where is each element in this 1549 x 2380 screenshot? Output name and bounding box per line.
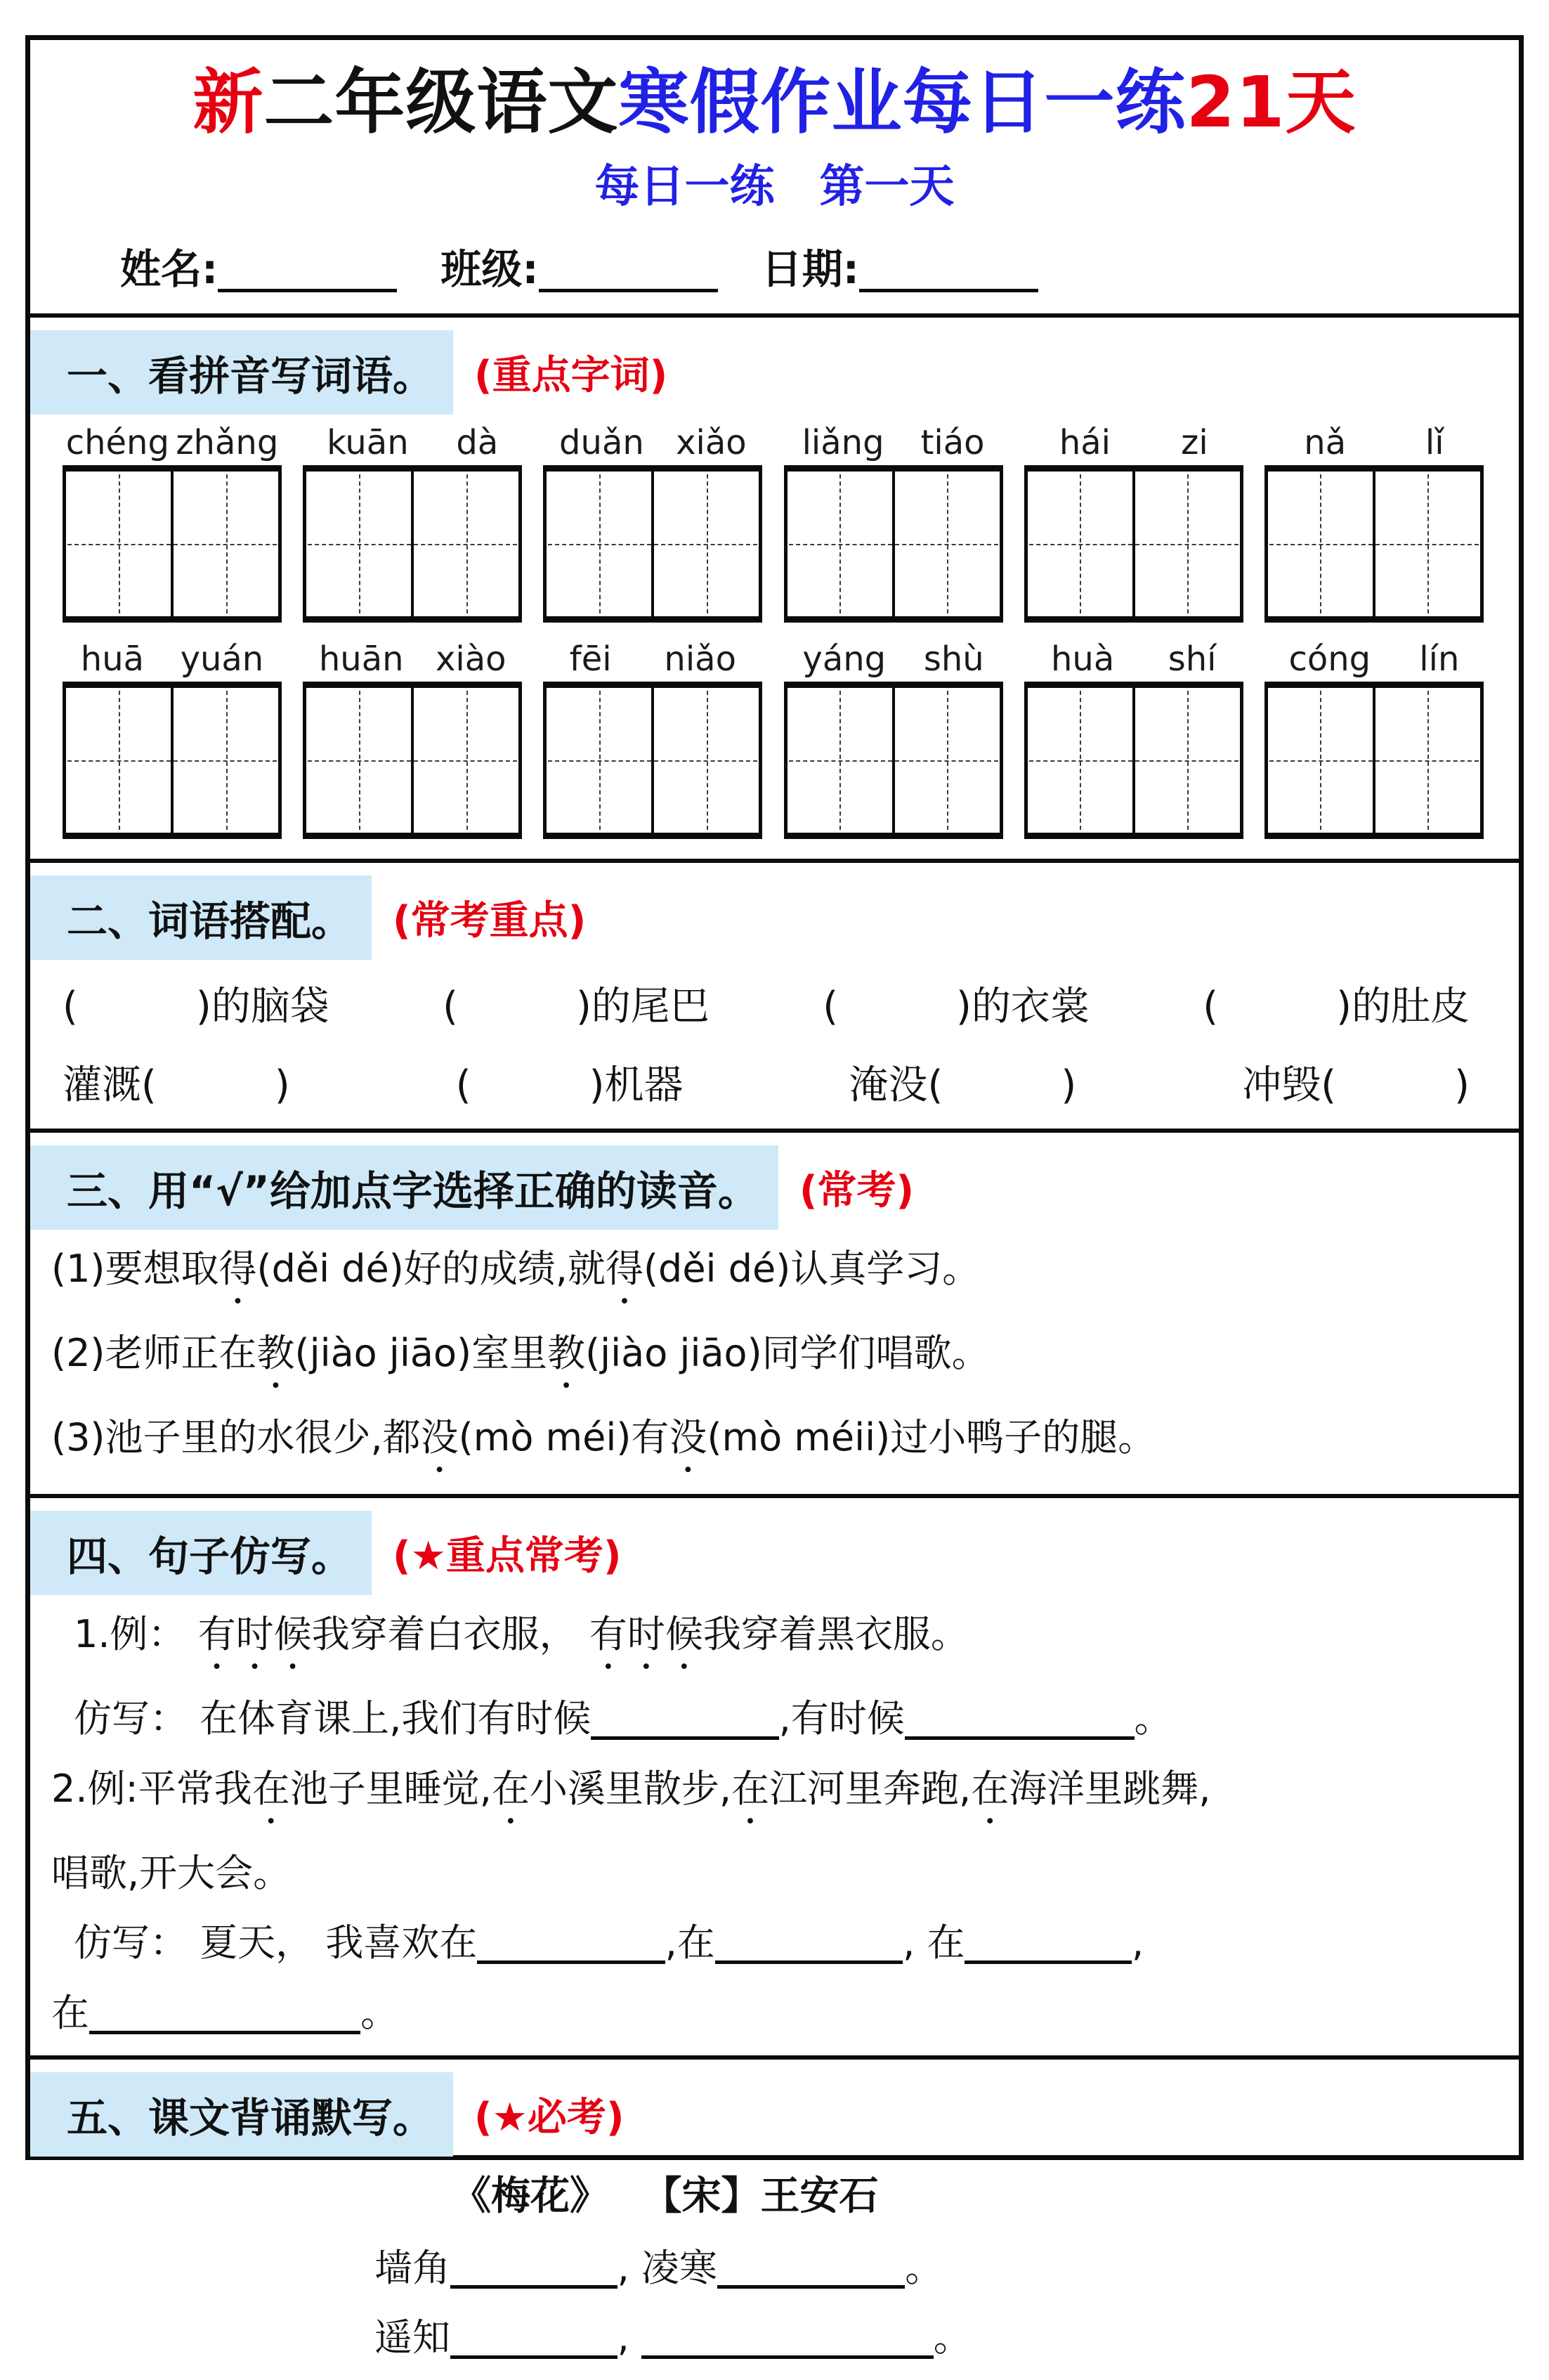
pinyin-syllable: cóng xyxy=(1288,639,1371,679)
name-label: 姓名: xyxy=(120,245,218,293)
tianzige-cell xyxy=(306,688,414,833)
exercise-line: (1)要想取得(děi dé)好的成绩,就得(děi dé)认真学习。 xyxy=(51,1247,981,1291)
word-matching-item: ( )的肚皮 xyxy=(1203,984,1470,1029)
pinyin-word xyxy=(303,423,522,462)
tianzige-cell xyxy=(654,472,759,616)
class-blank xyxy=(539,245,718,293)
section-1-tag: (重点字词) xyxy=(474,353,668,398)
section-3-header xyxy=(30,1145,1519,1230)
writing-grid-row xyxy=(30,682,1519,839)
tianzige-cell xyxy=(174,472,278,616)
tianzige-cell xyxy=(547,472,654,616)
pinyin-syllable: huā xyxy=(80,639,145,679)
section-3-heading: 三、用“√”给加点字选择正确的读音。 xyxy=(30,1145,778,1230)
tianzige-box xyxy=(784,682,1003,839)
tianzige-box xyxy=(543,682,762,839)
page-title xyxy=(30,58,1519,146)
pinyin-syllable: huān xyxy=(318,639,404,679)
section-4-sentence-imitation xyxy=(30,1494,1519,2055)
section-4-tag: (★重点常考) xyxy=(393,1533,622,1579)
pinyin-syllable: zhǎng xyxy=(176,423,279,462)
tianzige-cell xyxy=(895,472,1000,616)
tianzige-box xyxy=(784,465,1003,623)
exercise-line: (3)池子里的水很少,都没(mò méi)有没(mò méii)过小鸭子的腿。 xyxy=(51,1415,1156,1459)
pinyin-syllable: yáng xyxy=(802,639,887,679)
class-field xyxy=(440,236,717,295)
section-5-heading: 五、课文背诵默写。 xyxy=(30,2072,453,2157)
poem-line: 遥知 , 。 xyxy=(374,2315,972,2360)
tianzige-cell xyxy=(1268,472,1375,616)
exercise-line: 唱歌,开大会。 xyxy=(51,1850,292,1895)
section-5-recitation xyxy=(30,2055,1519,2380)
pinyin-word xyxy=(303,639,522,679)
section-1-body xyxy=(30,419,1519,839)
tianzige-cell xyxy=(1375,472,1480,616)
pinyin-word xyxy=(784,423,1003,462)
tianzige-cell xyxy=(1268,688,1375,833)
pinyin-syllable: lǐ xyxy=(1425,423,1444,462)
tianzige-box xyxy=(1024,465,1243,623)
page-subtitle: 每日一练 第一天 xyxy=(594,161,955,213)
section-2-heading: 二、词语搭配。 xyxy=(30,876,372,960)
poem-title: 《梅花》 【宋】王安石 xyxy=(452,2173,879,2219)
section-2-body xyxy=(30,964,1519,1121)
name-field xyxy=(120,236,397,295)
date-label: 日期: xyxy=(761,245,859,293)
exercise-line: (2)老师正在教(jiào jiāo)室里教(jiào jiāo)同学们唱歌。 xyxy=(51,1331,990,1375)
exercise-line: 2.例:平常我在池子里睡觉,在小溪里散步,在江河里奔跑,在海洋里跳舞, xyxy=(51,1766,1211,1811)
section-5-header xyxy=(30,2072,1519,2157)
pinyin-row xyxy=(30,419,1519,464)
tianzige-cell xyxy=(414,472,518,616)
section-3-tag: (常考) xyxy=(799,1168,915,1214)
tianzige-cell xyxy=(414,688,518,833)
name-blank xyxy=(218,245,397,293)
pinyin-syllable: fēi xyxy=(569,639,612,679)
tianzige-box xyxy=(303,465,522,623)
title-part-days: 21天 xyxy=(1186,61,1357,143)
tianzige-box xyxy=(1264,682,1484,839)
tianzige-cell xyxy=(1028,688,1135,833)
word-matching-item: ( )的脑袋 xyxy=(63,984,329,1029)
pinyin-word xyxy=(63,639,282,679)
poem-line: 墙角 , 凌寒 。 xyxy=(374,2245,943,2290)
section-5-tag: (★必考) xyxy=(474,2094,625,2140)
word-matching-item: 淹没( ) xyxy=(849,1062,1077,1108)
exercise-line: 仿写： 夏天， 我喜欢在 ,在 , 在 , xyxy=(74,1920,1144,1965)
class-label: 班级: xyxy=(440,245,539,293)
tianzige-cell xyxy=(547,688,654,833)
pinyin-word xyxy=(543,423,762,462)
pinyin-syllable: dà xyxy=(456,423,499,462)
pinyin-syllable: lín xyxy=(1419,639,1460,679)
pinyin-syllable: shù xyxy=(923,639,984,679)
tianzige-box xyxy=(1024,682,1243,839)
tianzige-box xyxy=(543,465,762,623)
tianzige-cell xyxy=(306,472,414,616)
word-matching-item: ( )的衣裳 xyxy=(823,984,1090,1029)
pinyin-word xyxy=(1264,639,1484,679)
pinyin-syllable: nǎ xyxy=(1304,423,1347,462)
tianzige-cell xyxy=(787,472,895,616)
date-field xyxy=(762,236,1038,295)
exercise-line: 1.例： 有时候我穿着白衣服， 有时候我穿着黑衣服。 xyxy=(74,1612,969,1656)
word-matching-item: ( )的尾巴 xyxy=(443,984,710,1029)
page-frame xyxy=(25,35,1524,2360)
pinyin-syllable: tiáo xyxy=(920,423,985,462)
pinyin-syllable: duǎn xyxy=(559,423,644,462)
section-2-tag: (常考重点) xyxy=(393,898,587,944)
tianzige-cell xyxy=(1135,688,1240,833)
section-1-heading: 一、看拼音写词语。 xyxy=(30,330,453,415)
tianzige-cell xyxy=(1135,472,1240,616)
pinyin-syllable: xiǎo xyxy=(676,423,747,462)
exercise-line: 在 。 xyxy=(51,1991,399,2036)
section-4-heading: 四、句子仿写。 xyxy=(30,1511,372,1595)
title-part-new: 新 xyxy=(192,61,264,143)
pinyin-syllable: shí xyxy=(1168,639,1217,679)
pinyin-syllable: huà xyxy=(1050,639,1115,679)
pinyin-word xyxy=(784,639,1003,679)
tianzige-cell xyxy=(654,688,759,833)
tianzige-cell xyxy=(66,688,174,833)
exercise-line: 仿写： 在体育课上,我们有时候 ,有时候 。 xyxy=(74,1696,1172,1741)
word-matching-item: 冲毁( ) xyxy=(1242,1062,1470,1108)
tianzige-cell xyxy=(1028,472,1135,616)
pinyin-word xyxy=(1024,423,1243,462)
tianzige-box xyxy=(63,682,282,839)
student-info-row xyxy=(30,218,1519,313)
tianzige-cell xyxy=(174,688,278,833)
pinyin-word xyxy=(543,639,762,679)
section-3-pronunciation xyxy=(30,1129,1519,1494)
word-matching-item: 灌溉( ) xyxy=(63,1062,290,1108)
pinyin-row xyxy=(30,635,1519,680)
writing-grid-row xyxy=(30,465,1519,623)
section-1-pinyin-writing xyxy=(30,313,1519,859)
word-matching-item: ( )机器 xyxy=(455,1062,684,1108)
section-4-header xyxy=(30,1511,1519,1595)
pinyin-syllable: kuān xyxy=(327,423,409,462)
tianzige-cell xyxy=(895,688,1000,833)
pinyin-syllable: chéng xyxy=(65,423,169,462)
pinyin-syllable: niǎo xyxy=(664,639,736,679)
pinyin-word xyxy=(1024,639,1243,679)
pinyin-word xyxy=(63,423,282,462)
tianzige-box xyxy=(303,682,522,839)
pinyin-syllable: hái xyxy=(1059,423,1111,462)
tianzige-box xyxy=(1264,465,1484,623)
section-2-header xyxy=(30,876,1519,960)
tianzige-cell xyxy=(1375,688,1480,833)
tianzige-box xyxy=(63,465,282,623)
title-part-grade: 二年级语文 xyxy=(263,61,619,143)
title-part-homework: 寒假作业每日一练 xyxy=(618,61,1187,143)
pinyin-syllable: liǎng xyxy=(802,423,884,462)
word-matching-line xyxy=(30,964,1519,1043)
pinyin-word xyxy=(1264,423,1484,462)
pinyin-syllable: zi xyxy=(1181,423,1208,462)
section-1-header xyxy=(30,330,1519,415)
pinyin-syllable: yuán xyxy=(180,639,264,679)
date-blank xyxy=(859,245,1038,293)
pinyin-syllable: xiào xyxy=(435,639,506,679)
word-matching-line xyxy=(30,1043,1519,1121)
tianzige-cell xyxy=(66,472,174,616)
tianzige-cell xyxy=(787,688,895,833)
section-2-word-matching xyxy=(30,859,1519,1129)
